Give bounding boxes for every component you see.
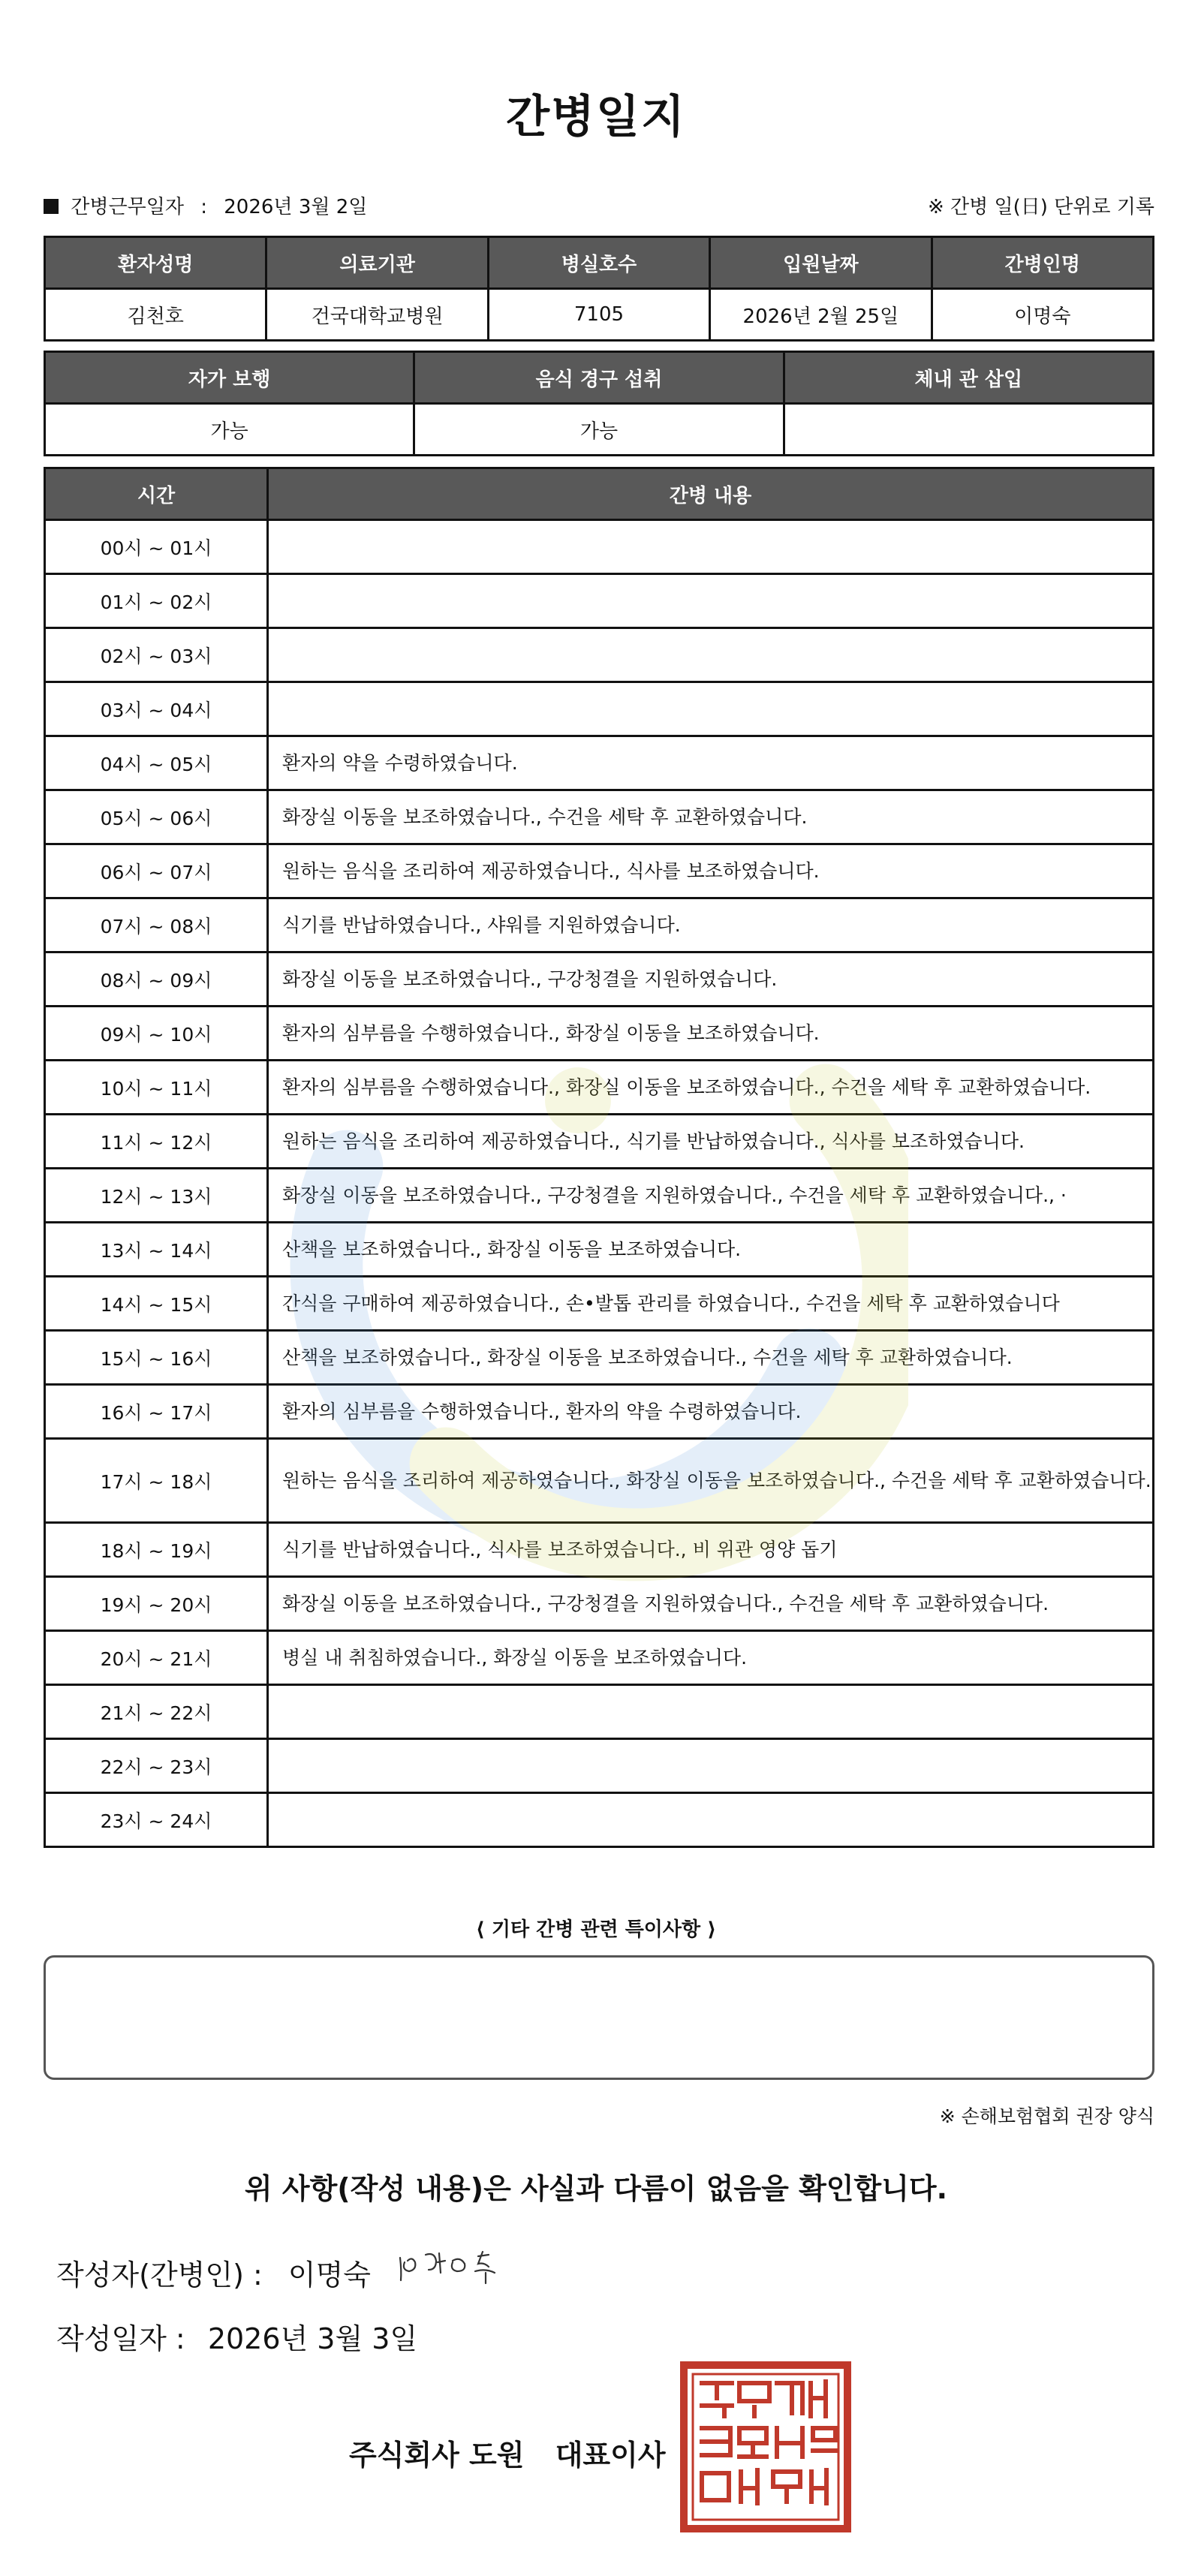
care-log-time: 17시 ~ 18시 xyxy=(45,1439,268,1523)
care-log-time: 04시 ~ 05시 xyxy=(45,736,268,790)
caregiver-name: 이명숙 xyxy=(932,289,1153,341)
care-log-content[interactable]: 화장실 이동을 보조하였습니다., 수건을 세탁 후 교환하였습니다. xyxy=(268,790,1154,844)
care-log-content[interactable] xyxy=(268,574,1154,628)
care-log-content[interactable]: 화장실 이동을 보조하였습니다., 구강청결을 지원하였습니다., 수건을 세탁 후 교환하였습니다., · xyxy=(268,1169,1154,1223)
room-number: 7105 xyxy=(488,289,709,341)
care-log-time: 03시 ~ 04시 xyxy=(45,682,268,736)
author-name: 이명숙 xyxy=(287,2259,371,2292)
care-log-time: 13시 ~ 14시 xyxy=(45,1223,268,1277)
care-log-time: 23시 ~ 24시 xyxy=(45,1793,268,1847)
care-log-time: 14시 ~ 15시 xyxy=(45,1277,268,1331)
oral-intake-value: 가능 xyxy=(414,404,784,456)
care-log-row xyxy=(45,736,1154,790)
form-note: ※ 손해보험협회 권장 양식 xyxy=(939,2105,1154,2127)
patient-info-header-row xyxy=(45,237,1154,289)
care-log-content[interactable] xyxy=(268,682,1154,736)
status-value-row xyxy=(45,404,1154,456)
company-name: 주식회사 도원 xyxy=(349,2439,525,2472)
tube-insertion-value xyxy=(784,404,1153,456)
care-log-header-row xyxy=(45,468,1154,520)
care-log-content[interactable] xyxy=(268,1739,1154,1793)
care-log-time: 12시 ~ 13시 xyxy=(45,1169,268,1223)
written-date-value: 2026년 3월 3일 xyxy=(207,2322,418,2355)
patient-name: 김천호 xyxy=(45,289,266,341)
care-log-row xyxy=(45,1115,1154,1169)
care-log-time: 02시 ~ 03시 xyxy=(45,628,268,682)
header-hospital: 의료기관 xyxy=(266,237,488,289)
care-log-content[interactable]: 병실 내 취침하였습니다., 화장실 이동을 보조하였습니다. xyxy=(268,1631,1154,1685)
hospital-name: 건국대학교병원 xyxy=(266,289,488,341)
care-log-content[interactable]: 화장실 이동을 보조하였습니다., 구강청결을 지원하였습니다., 수건을 세탁 후 교환하였습니다. xyxy=(268,1577,1154,1631)
care-log-content[interactable] xyxy=(268,520,1154,574)
care-log-row xyxy=(45,1685,1154,1739)
care-log-time: 00시 ~ 01시 xyxy=(45,520,268,574)
author-label: 작성자(간병인) : xyxy=(56,2259,263,2292)
care-log-content[interactable]: 원하는 음식을 조리하여 제공하였습니다., 식사를 보조하였습니다. xyxy=(268,844,1154,898)
company-line xyxy=(349,2432,666,2473)
header-self-walking: 자가 보행 xyxy=(45,352,414,404)
patient-info-value-row xyxy=(45,289,1154,341)
header-time: 시간 xyxy=(45,468,268,520)
care-log-row xyxy=(45,1331,1154,1385)
patient-info-table xyxy=(44,236,1154,342)
care-log-row xyxy=(45,1223,1154,1277)
care-log-row xyxy=(45,1007,1154,1061)
company-seal-stamp xyxy=(679,2361,852,2533)
header-admission-date: 입원날짜 xyxy=(710,237,932,289)
care-log-row xyxy=(45,844,1154,898)
care-log-content[interactable]: 원하는 음식을 조리하여 제공하였습니다., 식기를 반납하였습니다., 식사를 보조하였습니다. xyxy=(268,1115,1154,1169)
care-log-time: 22시 ~ 23시 xyxy=(45,1739,268,1793)
care-log-content[interactable]: 산책을 보조하였습니다., 화장실 이동을 보조하였습니다. xyxy=(268,1223,1154,1277)
care-log-row xyxy=(45,682,1154,736)
care-log-row xyxy=(45,952,1154,1007)
care-log-content[interactable] xyxy=(268,1685,1154,1739)
care-log-table xyxy=(44,467,1154,1848)
header-oral-intake: 음식 경구 섭취 xyxy=(414,352,784,404)
care-log-row xyxy=(45,1061,1154,1115)
document-title: 간병일지 xyxy=(506,91,686,143)
care-log-row xyxy=(45,1739,1154,1793)
care-log-row xyxy=(45,1631,1154,1685)
care-log-row xyxy=(45,1169,1154,1223)
care-log-content[interactable]: 식기를 반납하였습니다., 샤워를 지원하였습니다. xyxy=(268,898,1154,952)
header-caregiver-name: 간병인명 xyxy=(932,237,1153,289)
work-date-separator: : xyxy=(200,196,207,218)
care-log-time: 10시 ~ 11시 xyxy=(45,1061,268,1115)
header-care-content: 간병 내용 xyxy=(268,468,1154,520)
care-log-time: 15시 ~ 16시 xyxy=(45,1331,268,1385)
care-log-row xyxy=(45,1793,1154,1847)
care-log-content[interactable]: 간식을 구매하여 제공하였습니다., 손•발톱 관리를 하였습니다., 수건을 세탁 후 교환하였습니다 xyxy=(268,1277,1154,1331)
care-log-row xyxy=(45,1277,1154,1331)
care-log-content[interactable] xyxy=(268,1793,1154,1847)
care-log-content[interactable]: 환자의 심부름을 수행하였습니다., 화장실 이동을 보조하였습니다., 수건을 세탁 후 교환하였습니다. xyxy=(268,1061,1154,1115)
care-log-time: 07시 ~ 08시 xyxy=(45,898,268,952)
confirmation-statement: 위 사항(작성 내용)은 사실과 다름이 없음을 확인합니다. xyxy=(244,2172,948,2205)
admission-date: 2026년 2월 25일 xyxy=(710,289,932,341)
handwritten-signature xyxy=(394,2244,529,2289)
care-log-time: 21시 ~ 22시 xyxy=(45,1685,268,1739)
patient-status-table xyxy=(44,351,1154,456)
care-log-time: 08시 ~ 09시 xyxy=(45,952,268,1007)
written-date-line xyxy=(56,2316,417,2357)
care-log-content[interactable]: 환자의 심부름을 수행하였습니다., 화장실 이동을 보조하였습니다. xyxy=(268,1007,1154,1061)
work-date-label: 간병근무일자 xyxy=(71,196,184,218)
care-log-content[interactable]: 산책을 보조하였습니다., 화장실 이동을 보조하였습니다., 수건을 세탁 후 교환하였습니다. xyxy=(268,1331,1154,1385)
care-log-content[interactable] xyxy=(268,628,1154,682)
care-log-row xyxy=(45,790,1154,844)
care-log-row xyxy=(45,574,1154,628)
status-header-row xyxy=(45,352,1154,404)
remarks-title: ⟨ 기타 간병 관련 특이사항 ⟩ xyxy=(475,1918,717,1941)
care-log-time: 09시 ~ 10시 xyxy=(45,1007,268,1061)
care-log-content[interactable]: 식기를 반납하였습니다., 식사를 보조하였습니다., 비 위관 영양 돕기 xyxy=(268,1523,1154,1577)
care-log-content[interactable]: 원하는 음식을 조리하여 제공하였습니다., 화장실 이동을 보조하였습니다., 수건을 세탁 후 교환하였습니다. xyxy=(268,1439,1154,1523)
care-log-body xyxy=(45,520,1154,1847)
care-log-time: 01시 ~ 02시 xyxy=(45,574,268,628)
care-log-time: 16시 ~ 17시 xyxy=(45,1385,268,1439)
care-log-time: 05시 ~ 06시 xyxy=(45,790,268,844)
work-date xyxy=(44,191,367,219)
care-log-row xyxy=(45,1577,1154,1631)
care-log-row xyxy=(45,898,1154,952)
care-log-row xyxy=(45,628,1154,682)
unit-note: ※ 간병 일(日) 단위로 기록 xyxy=(927,196,1154,218)
care-log-time: 11시 ~ 12시 xyxy=(45,1115,268,1169)
care-log-time: 06시 ~ 07시 xyxy=(45,844,268,898)
care-log-row xyxy=(45,1439,1154,1523)
care-log-time: 18시 ~ 19시 xyxy=(45,1523,268,1577)
meta-row xyxy=(44,191,1154,221)
care-log-content[interactable]: 환자의 심부름을 수행하였습니다., 환자의 약을 수령하였습니다. xyxy=(268,1385,1154,1439)
remarks-box[interactable] xyxy=(44,1955,1154,2080)
care-log-time: 19시 ~ 20시 xyxy=(45,1577,268,1631)
care-log-row xyxy=(45,520,1154,574)
header-room-number: 병실호수 xyxy=(488,237,709,289)
care-log-row xyxy=(45,1523,1154,1577)
header-patient-name: 환자성명 xyxy=(45,237,266,289)
header-tube-insertion: 체내 관 삽입 xyxy=(784,352,1153,404)
work-date-value: 2026년 3월 2일 xyxy=(224,196,368,218)
black-square-icon xyxy=(44,199,59,214)
company-ceo-title: 대표이사 xyxy=(555,2439,666,2472)
care-log-content[interactable]: 환자의 약을 수령하였습니다. xyxy=(268,736,1154,790)
written-date-label: 작성일자 : xyxy=(56,2322,185,2355)
care-log-time: 20시 ~ 21시 xyxy=(45,1631,268,1685)
self-walking-value: 가능 xyxy=(45,404,414,456)
care-log-content[interactable]: 화장실 이동을 보조하였습니다., 구강청결을 지원하였습니다. xyxy=(268,952,1154,1007)
author-line xyxy=(56,2252,371,2293)
care-log-row xyxy=(45,1385,1154,1439)
